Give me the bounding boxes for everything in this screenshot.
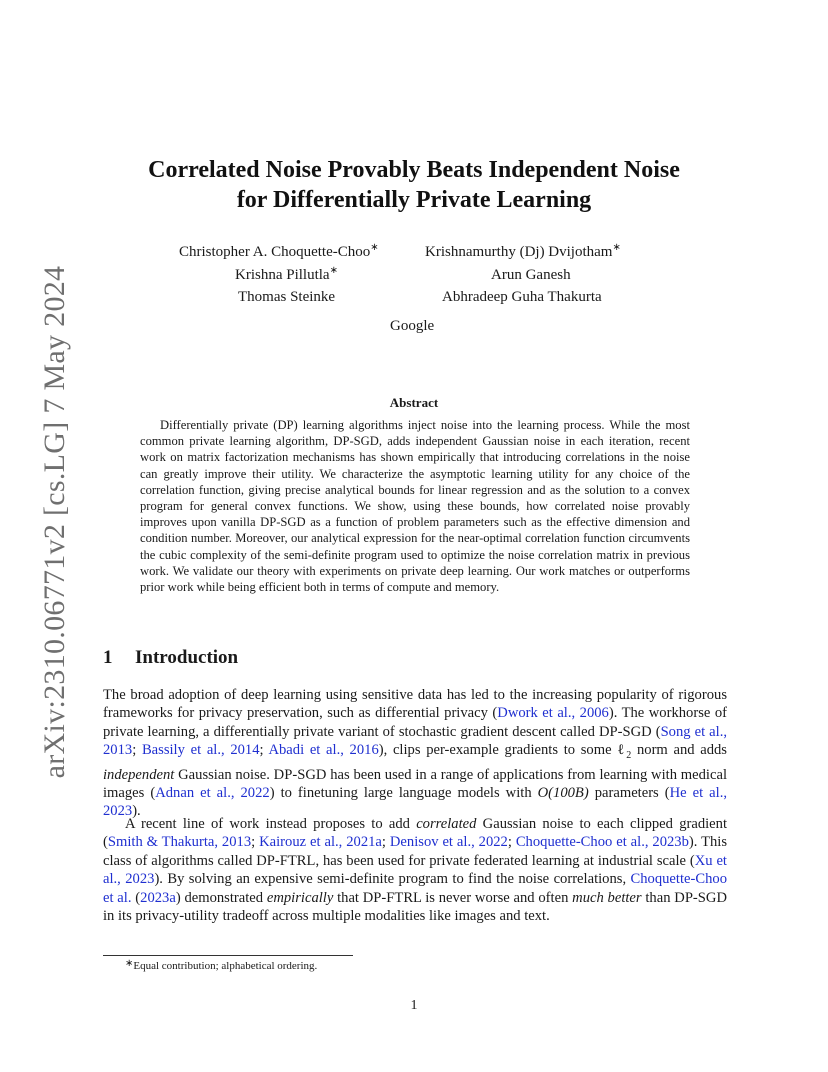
author-pillutla: Krishna Pillutla∗ — [235, 265, 338, 283]
intro-paragraph-1: The broad adoption of deep learning using sensitive data has led to the increasing popularity of rigorous frameworks for privacy preservation, such as differential privacy (Dwork et al., 2006). The workhorse of private learning, a differentially private variant of stochastic gradient descent called DP-SGD (Song et al., 2013; Bassily et al., 2014; Abadi et al., 2016), clips per-example gradients to some ℓ$_2$ norm and adds independent Gaussian noise. DP-SGD has been used in a range of applications from learning with medical images (Adnan et al., 2022) to finetuning large language models with O(100B) parameters (He et al., 2023). — [103, 687, 728, 820]
author-steinke: Thomas Steinke — [238, 289, 336, 305]
citation-link[interactable]: 2023a — [140, 889, 176, 906]
section-heading — [103, 647, 238, 669]
author-dvijotham: Krishnamurthy (Dj) Dvijotham∗ — [425, 242, 621, 260]
citation-link[interactable]: Bassily et al., 2014 — [141, 742, 260, 759]
citation-link[interactable]: Xu et al., 2023 — [103, 852, 727, 888]
intro-paragraph-2: A recent line of work instead proposes to add correlated Gaussian noise to each clipped gradient (Smith & Thakurta, 2013; Kairouz et al., 2021a; Denisov et al., 2022; Choquette-Choo et al., 2023b). This class of algorithms called DP-FTRL, has been used for private federated learning at industrial scale (Xu et al., 2023). By solving an expensive semi-definite program to find the noise correlations, Choquette-Choo et al. (2023a) demonstrated empirically that DP-FTRL is never worse and often much better than DP-SGD in its privacy-utility tradeoff across multiple modalities like images and text. — [103, 816, 728, 925]
citation-link[interactable]: Smith & Thakurta, 2013 — [107, 834, 252, 851]
page-number: 1 — [410, 998, 418, 1013]
footnote: ∗Equal contribution; alphabetical ordering. — [125, 958, 318, 972]
abstract-heading: Abstract — [389, 395, 439, 410]
abstract-text: Differentially private (DP) learning algorithms inject noise into the learning process. While the most common private learning algorithm, DP-SGD, adds independent Gaussian noise in each iteration, recent work on matrix factorization mechanisms has shown empirically that introducing correlations in the noise can greatly improve their utility. We characterize the asymptotic learning utility for any choice of the correlation function, giving precise analytical bounds for linear regression and as the solution to a convex program for general convex functions. We show, using these bounds, how correlated noise provably improves upon vanilla DP-SGD as a function of problem parameters such as the effective dimension and condition number. Moreover, our analytical expression for the near-optimal correlation function circumvents the cubic complexity of the semi-definite program used to optimize the noise correlation matrix in previous work. We validate our theory with experiments on private deep learning. Our work matches or outperforms prior work while being efficient both in terms of compute and memory. — [140, 418, 690, 595]
section-number: 1 — [103, 647, 113, 668]
author-ganesh: Arun Ganesh — [491, 267, 571, 283]
citation-link[interactable]: Abadi et al., 2016 — [268, 742, 379, 759]
footnote-divider — [103, 955, 353, 956]
citation-link[interactable]: Dwork et al., 2006 — [497, 705, 609, 722]
affiliation: Google — [390, 318, 435, 334]
citation-link[interactable]: Song et al., 2013 — [103, 723, 728, 759]
citation-link[interactable]: Adnan et al., 2022 — [155, 784, 270, 801]
citation-link[interactable]: Kairouz et al., 2021a — [259, 834, 382, 851]
paper-title-line-2: for Differentially Private Learning — [236, 187, 592, 213]
citation-link[interactable]: Denisov et al., 2022 — [389, 834, 508, 851]
author-thakurta: Abhradeep Guha Thakurta — [442, 289, 602, 305]
arxiv-identifier-stamp: arXiv:2310.06771v2 [cs.LG] 7 May 2024 — [38, 265, 71, 779]
citation-link[interactable]: He et al., 2023 — [103, 784, 728, 820]
citation-link[interactable]: Choquette-Choo et al., 2023b — [515, 834, 689, 851]
citation-link[interactable]: Choquette-Choo et al. — [103, 871, 727, 906]
section-title: Introduction — [135, 647, 239, 668]
author-choquette-choo: Christopher A. Choquette-Choo∗ — [179, 242, 379, 260]
paper-title-line-1: Correlated Noise Provably Beats Independent Noise — [148, 157, 680, 183]
